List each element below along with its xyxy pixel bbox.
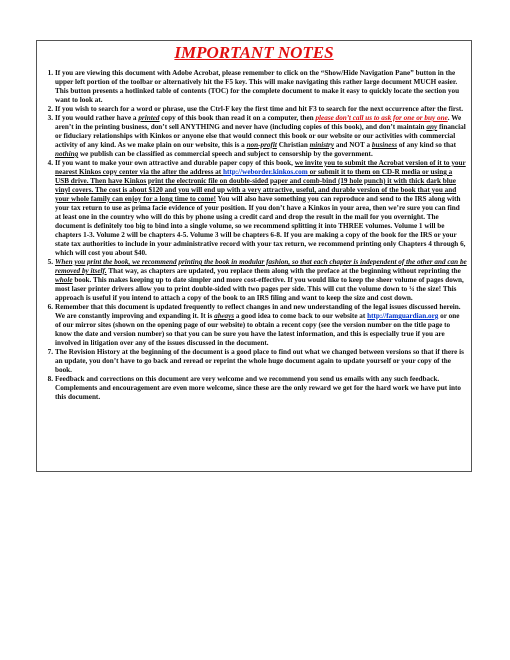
notes-list [41,69,467,402]
note-number: 1. [47,69,53,77]
note-text-segment: That way, as chapters are updated, you replace them along with the preface at the beginning without reprinting the [106,267,461,275]
note-text-segment: business [371,141,398,149]
website-link[interactable]: http://weborder.kinkos.com [222,168,308,176]
note-text-segment: Christian [276,141,310,149]
note-text [55,348,467,375]
note-text-segment: ministry [309,141,335,149]
note-text-segment: book. This makes keeping up to date simpler and more cost-effective. If you would like to keep the sheer volume of pages down, most laser printer drivers allow you to print double-sided with two pages per side. This will cut the volume down to ¼ the size! This approach is useful if you intend to attach a copy of the book to an IRS filing and want to keep the size and cost down. [55,276,464,302]
note-text-segment: we publish can be classified as commercial speech and subject to censorship by the government. [78,150,373,158]
note-text-segment: or one of our mirror sites (shown on the opening page of our website) to obtain a recent copy (see the version number on the title page to know the date and version number) so that you can be sure you have the latest information, and this is especially true if you are involved in litigation over any of the issues discussed in the document. [55,312,460,347]
note-text-segment: copy of this book than read it on a computer, then [159,114,316,122]
note-text-segment: . We aren’t in the printing business, don’t sell ANYTHING and never have (including copies of this book), and don’t maintain [55,114,462,131]
note-text-segment: or submit it to them on CD-R media or using a USB drive. Then have Kinkos print the electronic file on double-sided paper and comb-bind (19 hole punch) it with thick dark blue vinyl covers. The cost is about $120 and you will end up with a very attractive, useful, and durable version of the book that you and your whole family can enjoy for a long time to come! [55,168,457,203]
note-text-segment: If you are viewing this document with Adobe Acrobat, please remember to click on the “Show/Hide Navigation Pane” button in the upper left portion of the toolbar or alternatively hit the F5 key. This will make navigating this rather large document MUCH easier. This button presents a hotlinked table of contents (TOC) for the complete document to make it easy to quickly locate the section you want to look at. [55,69,460,104]
note-text-segment: nothing [55,150,79,158]
note-text-segment: The Revision History at the beginning of the document is a good place to find out what we changed between versions so that if there is an update, you don’t have to go back and reread or reprint the whole huge document again to update yourself or your copy of the book. [55,348,464,374]
note-number: 3. [47,114,53,122]
note-text [55,375,467,402]
note-text-segment: When you print the book, we recommend printing the book in modular fashion, so that each chapter is independent of the other and can be removed by itself. [55,258,467,275]
note-item [41,114,467,159]
note-text [55,114,467,159]
note-text-segment: If you wish to search for a word or phrase, use the Ctrl-F key the first time and hit F3 to search for the next occurrence after the first. [55,105,464,113]
note-text-segment: printed [138,114,160,122]
note-text-segment: always [214,312,235,320]
note-text-segment: please don’t call us to ask for one or buy one [315,114,448,122]
note-text [55,105,467,114]
note-number: 2. [47,105,53,113]
note-number: 6. [47,303,53,311]
note-text-segment: You will also have something you can reproduce and send to the IRS along with your tax return to use as prima facie evidence of your position. If you don’t have a Kinkos in your area, then we’re sure you can find at least one in the country who will do this by phone using a credit card and drop the result in the mail for you overnight. The document is definitely too big to bind into a single volume, so we recommend splitting it into THREE volumes. Volume 1 will be chapters 1-3. Volume 2 will be chapters 4-5. Volume 3 will be chapters 6-8. If you are making a copy of the book for the IRS or your state tax authorities to include in your administrative record with your tax return, we recommend printing only Chapters 4 through 6, which will cost you about $40. [55,195,466,257]
note-text-segment: and NOT a [334,141,372,149]
note-number: 5. [47,258,53,266]
note-number: 7. [47,348,53,356]
note-text-segment: Feedback and corrections on this document are very welcome and we recommend you send us emails with any such feedback. Complements and encouragement are even more welcome, since these are the only reward we get for the hard work we have put into this document. [55,375,461,401]
note-text-segment: If you would rather have a [55,114,139,122]
note-text-segment: a good idea to come back to our website at [234,312,368,320]
note-item [41,69,467,105]
note-text-segment: non-profit [246,141,277,149]
note-text-segment: If you want to make your own attractive and durable paper copy of this book, [55,159,295,167]
note-text-segment: of any kind so that [397,141,456,149]
note-text-segment: we invite you to submit the Acrobat version of it to your nearest Kinkos copy center via the after the address at [55,159,466,176]
note-number: 4. [47,159,53,167]
note-text-segment: whole [55,276,73,284]
note-item [41,159,467,258]
note-text-segment: Remember that this document is updated frequently to reflect changes in and new understanding of the legal issues discussed herein. We are constantly improving and expanding it. It is [55,303,461,320]
note-text-segment: financial or fiduciary relationships with Kinkos or anyone else that would connect this book or our website or our activities with commercial activity of any kind. As we make plain on our website, this is a [55,123,466,149]
note-text [55,159,467,258]
note-number: 8. [47,375,53,383]
note-text [55,69,467,105]
important-notes-box [36,40,472,472]
note-text [55,303,467,348]
note-item [41,258,467,303]
website-link[interactable]: http://famguardian.org [367,312,439,320]
note-item [41,105,467,114]
note-text [55,258,467,303]
note-text-segment: any [426,123,438,131]
note-item [41,375,467,402]
note-item [41,303,467,348]
page-title: IMPORTANT NOTES [174,43,334,62]
note-item [41,348,467,375]
